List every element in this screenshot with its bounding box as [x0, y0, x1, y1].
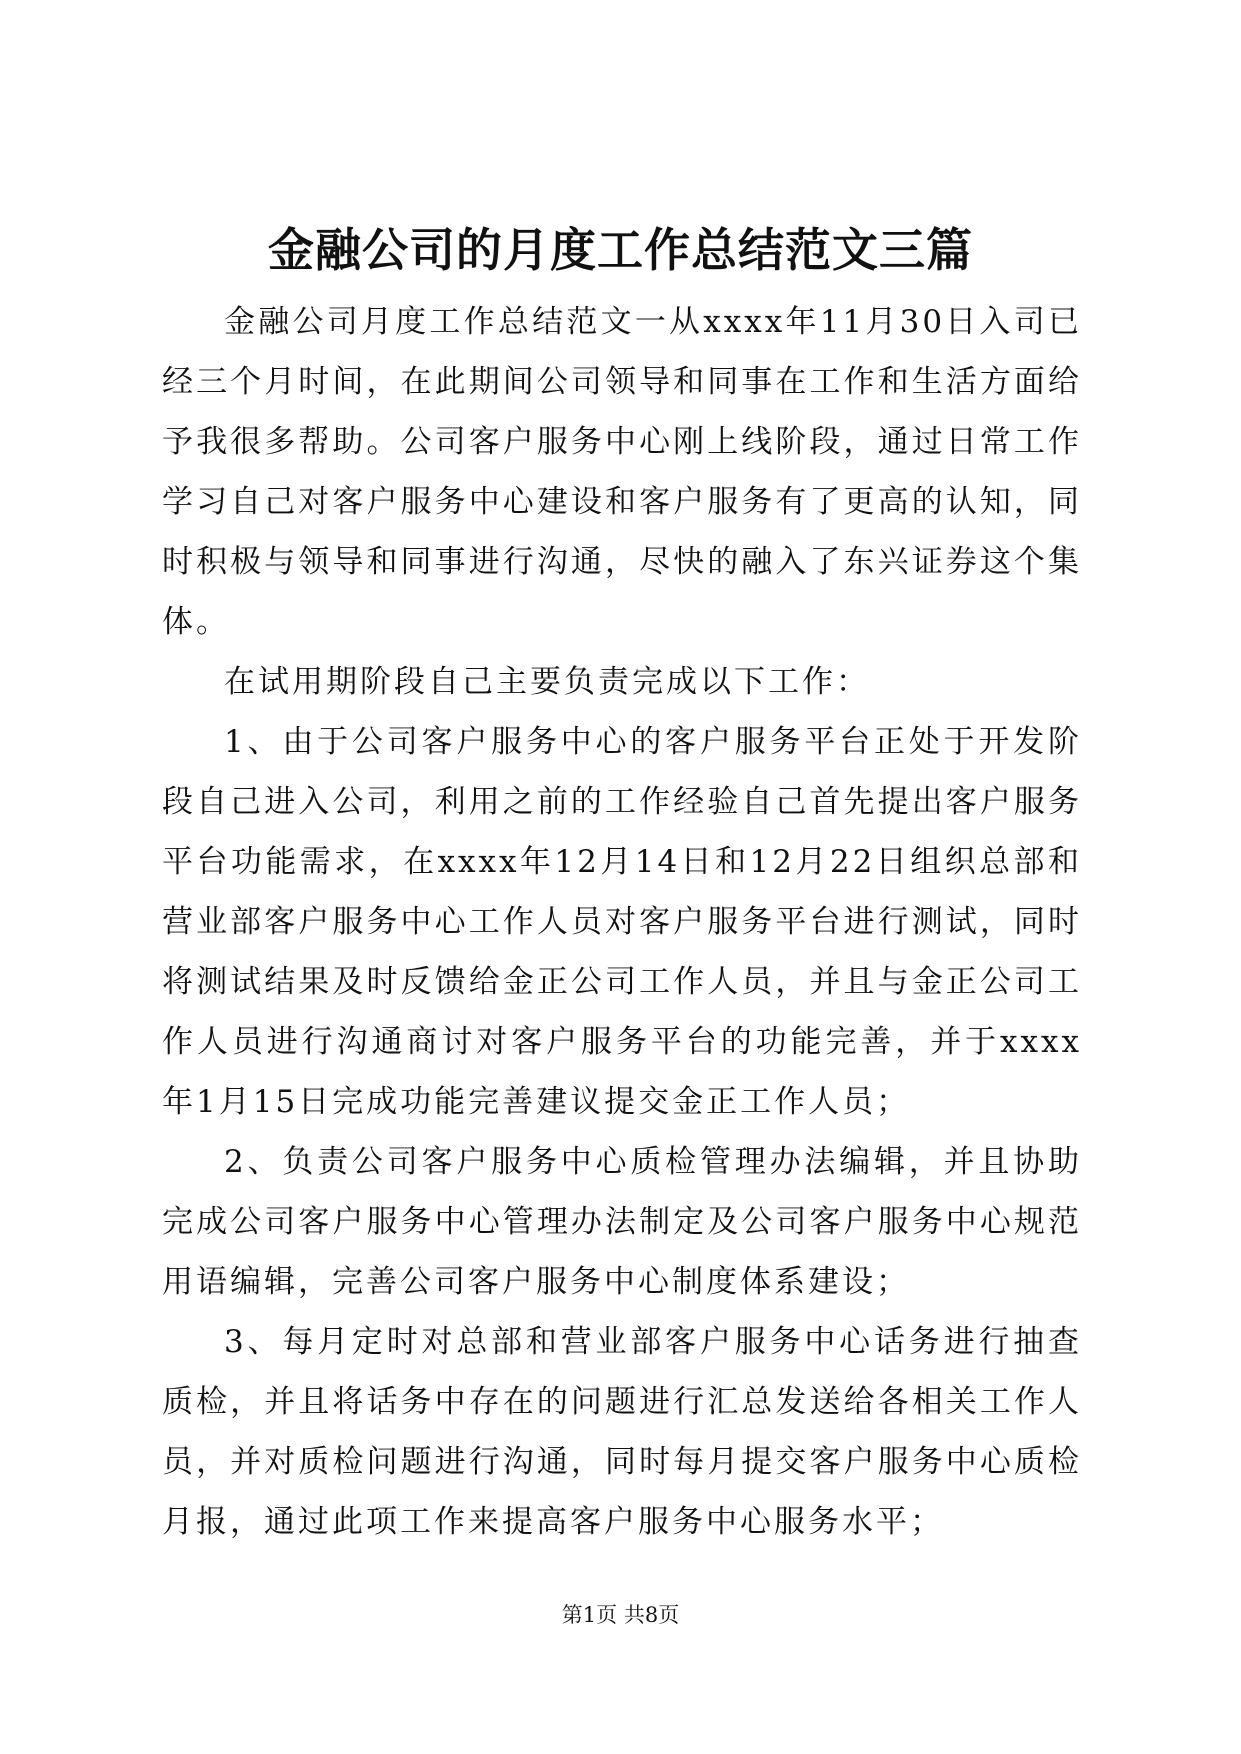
document-title: 金融公司的月度工作总结范文三篇: [268, 223, 973, 277]
page-number-footer: 第1页 共8页: [561, 1603, 680, 1627]
paragraph-item-1: 1、由于公司客户服务中心的客户服务平台正处于开发阶段自己进入公司，利用之前的工作经验自己首先提出客户服务平台功能需求，在xxxx年12月14日和12月22日组织总部和营业部客户服务中心工作人员对客户服务平台进行测试，同时将测试结果及时反馈给金正公司工作人员，并且与金正公司工作人员进行沟通商讨对客户服务平台的功能完善，并于xxxx年1月15日完成功能完善建议提交金正工作人员；: [162, 724, 1082, 1120]
paragraph-item-2: 2、负责公司客户服务中心质检管理办法编辑，并且协助完成公司客户服务中心管理办法制定及公司客户服务中心规范用语编辑，完善公司客户服务中心制度体系建设；: [162, 1144, 1082, 1300]
paragraph-probation: 在试用期阶段自己主要负责完成以下工作：: [224, 664, 870, 700]
paragraph-intro: 金融公司月度工作总结范文一从xxxx年11月30日入司已经三个月时间，在此期间公司领导和同事在工作和生活方面给予我很多帮助。公司客户服务中心刚上线阶段，通过日常工作学习自己对客户服务中心建设和客户服务有了更高的认知，同时积极与领导和同事进行沟通，尽快的融入了东兴证券这个集体。: [162, 304, 1082, 640]
document-body: [162, 292, 1082, 1552]
paragraph-item-3: 3、每月定时对总部和营业部客户服务中心话务进行抽查质检，并且将话务中存在的问题进行汇总发送给各相关工作人员，并对质检问题进行沟通，同时每月提交客户服务中心质检月报，通过此项工作来提高客户服务中心服务水平；: [162, 1324, 1082, 1540]
